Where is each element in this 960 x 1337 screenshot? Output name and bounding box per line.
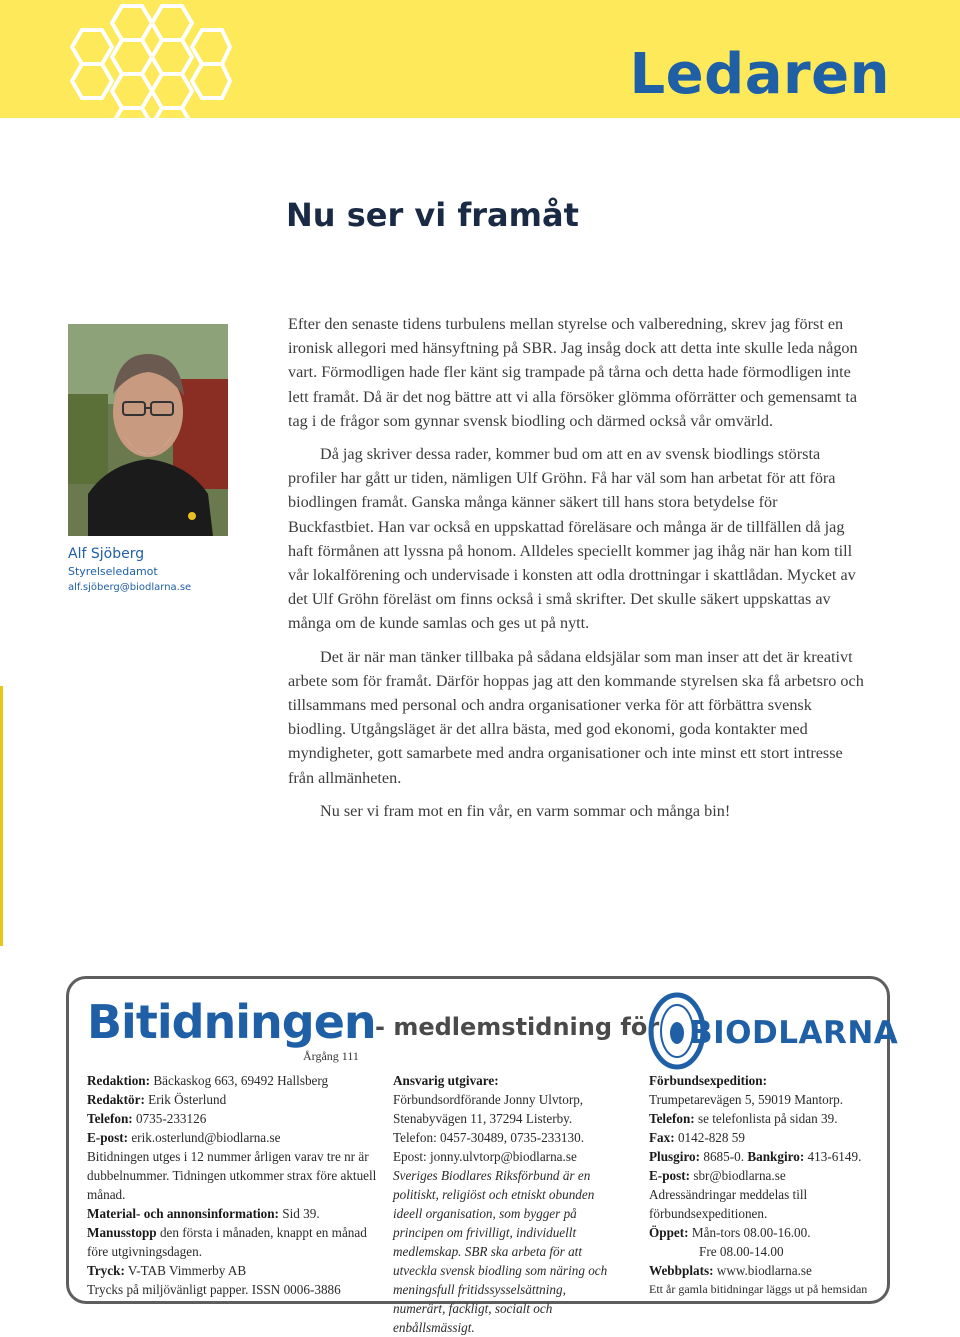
label: Redaktion: [87, 1073, 151, 1088]
article-paragraph: Nu ser vi fram mot en fin vår, en varm sommar och många bin! [320, 801, 731, 820]
office-column [649, 1071, 887, 1299]
section-title: Ledaren [629, 42, 890, 107]
website-link[interactable]: www.biodlarna.se [716, 1263, 812, 1278]
author-name: Alf Sjöberg [68, 546, 145, 562]
value: Mån-tors 08.00-16.00. [691, 1225, 811, 1240]
office-address: Trumpetarevägen 5, 59019 Mantorp. [649, 1092, 843, 1107]
article-paragraph: Efter den senaste tidens turbulens mellan styrelse och valberedning, skrev jag först en ironisk allegori med hänsyftning på SBR. Jag insåg dock att detta inte skulle leda någon vart. Förmodligen hade fler känt sig trampade på tårna och detta hade förmodligen inte lett framåt. Då är det nog bättre att vi alla försöker glömma oförrätter och gemensamt ta tag i de frågor som gynnar svensk biodling och därmed också vår omvärld. [288, 315, 858, 430]
label: Bankgiro: [747, 1149, 805, 1164]
author-email[interactable]: alf.sjöberg@biodlarna.se [68, 582, 192, 593]
value: se telefonlista på sidan 39. [697, 1111, 838, 1126]
logo-text: Bitidningen [87, 995, 376, 1049]
value: Erik Österlund [148, 1092, 227, 1107]
label: Fax: [649, 1130, 675, 1145]
value: 0735-233126 [135, 1111, 207, 1126]
label: Material- och annonsinformation: [87, 1206, 279, 1221]
tagline: - medlemstidning för [375, 1013, 660, 1041]
friday-hours: Fre 08.00-14.00 [699, 1244, 784, 1259]
article-paragraph: Då jag skriver dessa rader, kommer bud om att en av svensk biodlings största profiler har gått ur tiden, nämligen Ulf Gröhn. Få har väl som han arbetat för att föra biodlingen framåt. Ganska många känner säkert till hans stora betydelse för Buckfastbiet. Han var också en uppskattad föreläsare och många är de tillfällen då jag haft förmånen att lyssna på honom. Alldeles speciellt kommer jag ihåg när han kom till vår lokalförening och undervisade i konsten att odla drottningar i skattlådan. Mycket av det Ulf Gröhn föreläst om finns också i små skrifter. Det skulle säkert uppskattas av många om de kunde samlas och ges ut på nytt. [288, 445, 856, 633]
article-paragraph: Det är när man tänker tillbaka på sådana eldsjälar som man inser att det är kreativt arbete som för framåt. Därför hoppas jag att den kommande styrelsen ska få arbetsro och tillsammans med personal och andra organisationer verka för att förbättra svensk biodling. Utgångsläget är det allra bästa, med god ekonomi, goda kontakter med myndigheter, gott samarbete med andra organisationer och inte minst ett stort intresse från allmänheten. [288, 647, 864, 787]
office-title: Förbundsexpedition: [649, 1073, 767, 1088]
address-change-note: Adressändringar meddelas till förbundsexpeditionen. [649, 1187, 808, 1221]
value: Bäckaskog 663, 69492 Hallsberg [153, 1073, 329, 1088]
label: Öppet: [649, 1225, 689, 1240]
label: Webbplats: [649, 1263, 714, 1278]
publisher-column [393, 1071, 619, 1337]
archive-note: Ett år gamla bitidningar läggs ut på hemsidan [649, 1282, 868, 1296]
page-edge-stripe [0, 686, 3, 946]
label: E-post: [649, 1168, 691, 1183]
publisher-line: Telefon: 0457-30489, 0735-233130. [393, 1130, 584, 1145]
editorial-column [87, 1071, 381, 1299]
value: den första i månaden, knappt en månad före utgivningsdagen. [87, 1225, 367, 1259]
label: E-post: [87, 1130, 129, 1145]
author-caption [68, 544, 191, 596]
email-link[interactable]: sbr@biodlarna.se [693, 1168, 786, 1183]
label: Telefon: [649, 1111, 695, 1126]
publisher-title: Ansvarig utgivare: [393, 1073, 499, 1088]
publication-info: Bitidningen utges i 12 nummer årligen varav tre nr är dubbelnummer. Tidningen utkommer strax före aktuell månad. [87, 1149, 377, 1202]
publisher-email[interactable]: Epost: jonny.ulvtorp@biodlarna.se [393, 1149, 577, 1164]
bitidningen-logo [87, 995, 376, 1049]
value: 8685-0. [703, 1149, 745, 1164]
email-link[interactable]: erik.osterlund@biodlarna.se [131, 1130, 281, 1145]
masthead-box [66, 976, 899, 1335]
author-photo [68, 324, 228, 536]
value: 0142-828 59 [677, 1130, 745, 1145]
label: Redaktör: [87, 1092, 145, 1107]
value: V-TAB Vimmerby AB [127, 1263, 247, 1278]
publisher-line: Stenabyvägen 11, 37294 Listerby. [393, 1111, 573, 1126]
label: Plusgiro: [649, 1149, 701, 1164]
print-note: Trycks på miljövänligt papper. ISSN 0006-3886 [87, 1282, 341, 1297]
publisher-line: Förbundsordförande Jonny Ulvtorp, [393, 1092, 584, 1107]
author-role: Styrelseledamot [68, 565, 158, 578]
label: Manusstopp [87, 1225, 157, 1240]
label: Telefon: [87, 1111, 133, 1126]
biodlarna-logo: BIODLARNA [689, 1015, 899, 1051]
article-body [288, 312, 866, 832]
value: Sid 39. [282, 1206, 320, 1221]
value: 413-6149. [807, 1149, 862, 1164]
honeycomb-decoration [60, 0, 230, 140]
volume-label: Årgång 111 [303, 1049, 359, 1063]
mission-statement: Sveriges Biodlares Riksförbund är en politiskt, religiöst och etniskt obunden ideell organisation, som bygger på principen om frivilligt, individuellt medlemskap. SBR ska arbeta för att utveckla svensk biodling som näring och meningsfull fritidssysselsättning, numerärt, fackligt, socialt och enbållsmässigt. [393, 1168, 608, 1335]
page-title: Nu ser vi framåt [286, 196, 579, 234]
label: Tryck: [87, 1263, 125, 1278]
